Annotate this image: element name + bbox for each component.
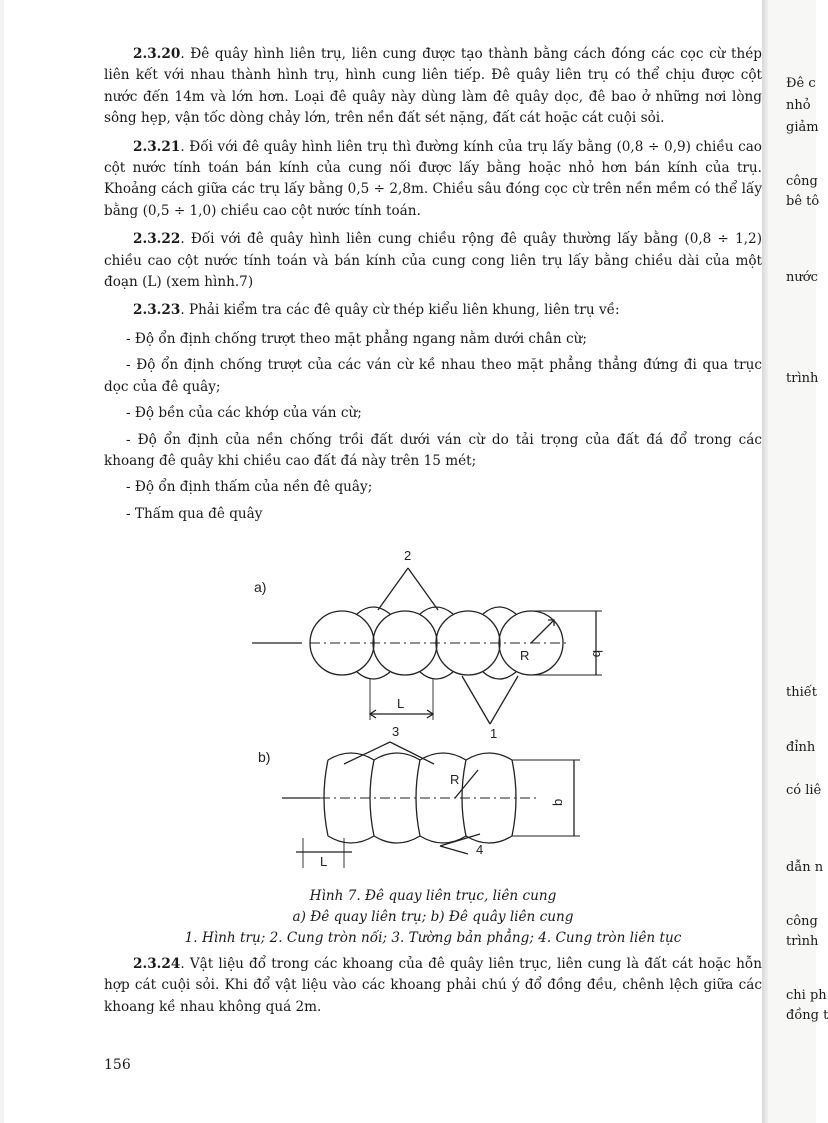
callout-3: 3 — [392, 724, 400, 739]
page-left-edge — [0, 0, 4, 1123]
leader-line-2b — [408, 568, 438, 610]
figure-caption — [104, 886, 762, 949]
paragraph-number: 2.3.23 — [133, 302, 181, 319]
adjacent-page-text: dẫn n — [786, 860, 824, 875]
bullet-item: - Độ ổn định thấm của nền đê quây; — [126, 479, 373, 496]
leader-line-1a — [462, 676, 490, 724]
adjacent-page-text: có liê — [786, 783, 822, 798]
adjacent-page-text: giảm — [786, 120, 819, 135]
dimension-L-label: L — [397, 696, 405, 711]
bottom-arc-wall — [328, 836, 512, 843]
figure-7-drawing — [240, 538, 620, 868]
paragraph-2-3-24 — [104, 954, 762, 1025]
adjacent-page-edge — [768, 0, 828, 1123]
connecting-arc — [483, 607, 516, 614]
radius-line — [531, 620, 554, 643]
connecting-arc — [357, 607, 390, 614]
paragraph-number: 2.3.21 — [133, 138, 181, 155]
caption-title: Hình 7. Đê quay liên trục, liên cung — [309, 888, 557, 904]
bullet-item: - Độ ổn định chống trượt theo mặt phẳng ngang nằm dưới chân cừ; — [126, 330, 587, 347]
adjacent-page-text: nhỏ — [786, 98, 811, 113]
diaphragm-wall — [416, 760, 420, 836]
paragraph-text: . Phải kiểm tra các đê quây cừ thép kiểu liên khung, liên trụ về: — [180, 302, 620, 319]
adjacent-page-text: công — [786, 914, 818, 929]
callout-2: 2 — [404, 548, 412, 563]
paragraph-text: . Vật liệu đổ trong các khoang của đê quây liên trục, liên cung là đất cát hoặc hỗn hợp cát cuội sỏi. Khi đổ vật liệu vào các khoang phải chú ý đổ đồng đều, chênh lệch giữa các khoang kề nhau không quá 2m. — [104, 956, 762, 1015]
paragraph-text: . Đê quây hình liên trụ, liên cung được tạo thành bằng cách đóng các cọc cừ thép liên kết với nhau thành hình trụ, hình cung liên tiếp. Đê quây liên trụ có thể chịu được cột nước đến 14m và lớn hơn. Loại đê quây này dùng làm đê quây dọc, đê bao ở những nơi lòng sông hẹp, vận tốc dòng chảy lớn, trên nền đất sét nặng, đất cát hoặc cát cuội sỏi. — [104, 46, 762, 127]
adjacent-page-text: trình — [786, 371, 819, 386]
adjacent-page-text: đỉnh — [786, 740, 816, 755]
dimension-b-label-2: b — [550, 798, 565, 806]
leader-line-4 — [440, 846, 468, 854]
figure-7 — [240, 538, 620, 868]
callout-1: 1 — [490, 726, 498, 741]
paragraph-2-3-22 — [104, 229, 762, 293]
bullet-item: - Thấm qua đê quây — [126, 505, 263, 522]
page-body — [104, 44, 762, 530]
dimension-L-label-b: L — [320, 854, 328, 869]
connecting-arc — [420, 672, 453, 679]
adjacent-page-text: nước — [786, 270, 818, 285]
adjacent-page-text: đồng t — [786, 1008, 828, 1023]
paragraph-2-3-21 — [104, 137, 762, 223]
paragraph-text: . Đối với đê quây hình liên trụ thì đường kính của trụ lấy bằng (0,8 ÷ 0,9) chiều cao cột nước tính toán bán kính của cung nối được lấy bằng hoặc nhỏ hơn bán kính của trụ. Khoảng cách giữa các trụ lấy bằng 0,5 ÷ 2,8m. Chiều sâu đóng cọc cừ trên nền mềm có thể lấy bằng (0,5 ÷ 1,0) chiều cao cột nước tính toán. — [104, 138, 762, 219]
leader-line-1b — [490, 676, 518, 724]
paragraph-number: 2.3.20 — [133, 46, 181, 62]
connecting-arc — [483, 672, 516, 679]
paragraph-2-3-23 — [104, 300, 762, 321]
bullet-item: - Độ ổn định chống trượt của các ván cừ kề nhau theo mặt phẳng thẳng đứng đi qua trục dọc của đê quây; — [104, 357, 762, 395]
caption-subtitle: a) Đê quay liên trụ; b) Đê quây liên cung — [292, 909, 574, 925]
adjacent-page-text: bê tô — [786, 194, 820, 209]
radius-label: R — [520, 648, 530, 663]
bullet-item: - Độ bền của các khớp của ván cừ; — [126, 405, 362, 422]
adjacent-page-text: Đê c — [786, 76, 816, 91]
bullet-item: - Độ ổn định của nền chống trồi đất dưới ván cừ do tải trọng của đất đá đổ trong các khoang đê quây khi chiều cao đất đá này trên 15 mét; — [104, 431, 762, 469]
page-number: 156 — [104, 1057, 131, 1073]
diaphragm-wall — [370, 760, 374, 836]
paragraph-text: . Đối với đê quây hình liên cung chiều rộng đê quây thường lấy bằng (0,8 ÷ 1,2) chiều cao cột nước tính toán và bán kính của cung cong liên trụ lấy bằng chiều dài của một đoạn (L) (xem hình.7) — [104, 231, 762, 291]
paragraph-number: 2.3.22 — [133, 231, 181, 248]
paragraph-block — [104, 954, 762, 1018]
adjacent-page-text: trình — [786, 934, 819, 949]
paragraph-2-3-20 — [104, 44, 762, 130]
connecting-arc — [357, 672, 390, 679]
leader-line-2a — [378, 568, 408, 610]
label-b: b) — [258, 749, 271, 765]
label-a: a) — [254, 579, 267, 595]
radius-label-b: R — [450, 772, 460, 787]
paragraph-number: 2.3.24 — [133, 956, 181, 972]
adjacent-page-text: thiết — [786, 685, 817, 700]
callout-4: 4 — [476, 842, 484, 857]
adjacent-page-text: chi ph — [786, 988, 827, 1003]
adjacent-page-text: công — [786, 174, 818, 189]
dimension-b-label: b — [590, 650, 605, 658]
caption-legend: 1. Hình trụ; 2. Cung tròn nối; 3. Tường bản phẳng; 4. Cung tròn liên tục — [184, 930, 682, 946]
